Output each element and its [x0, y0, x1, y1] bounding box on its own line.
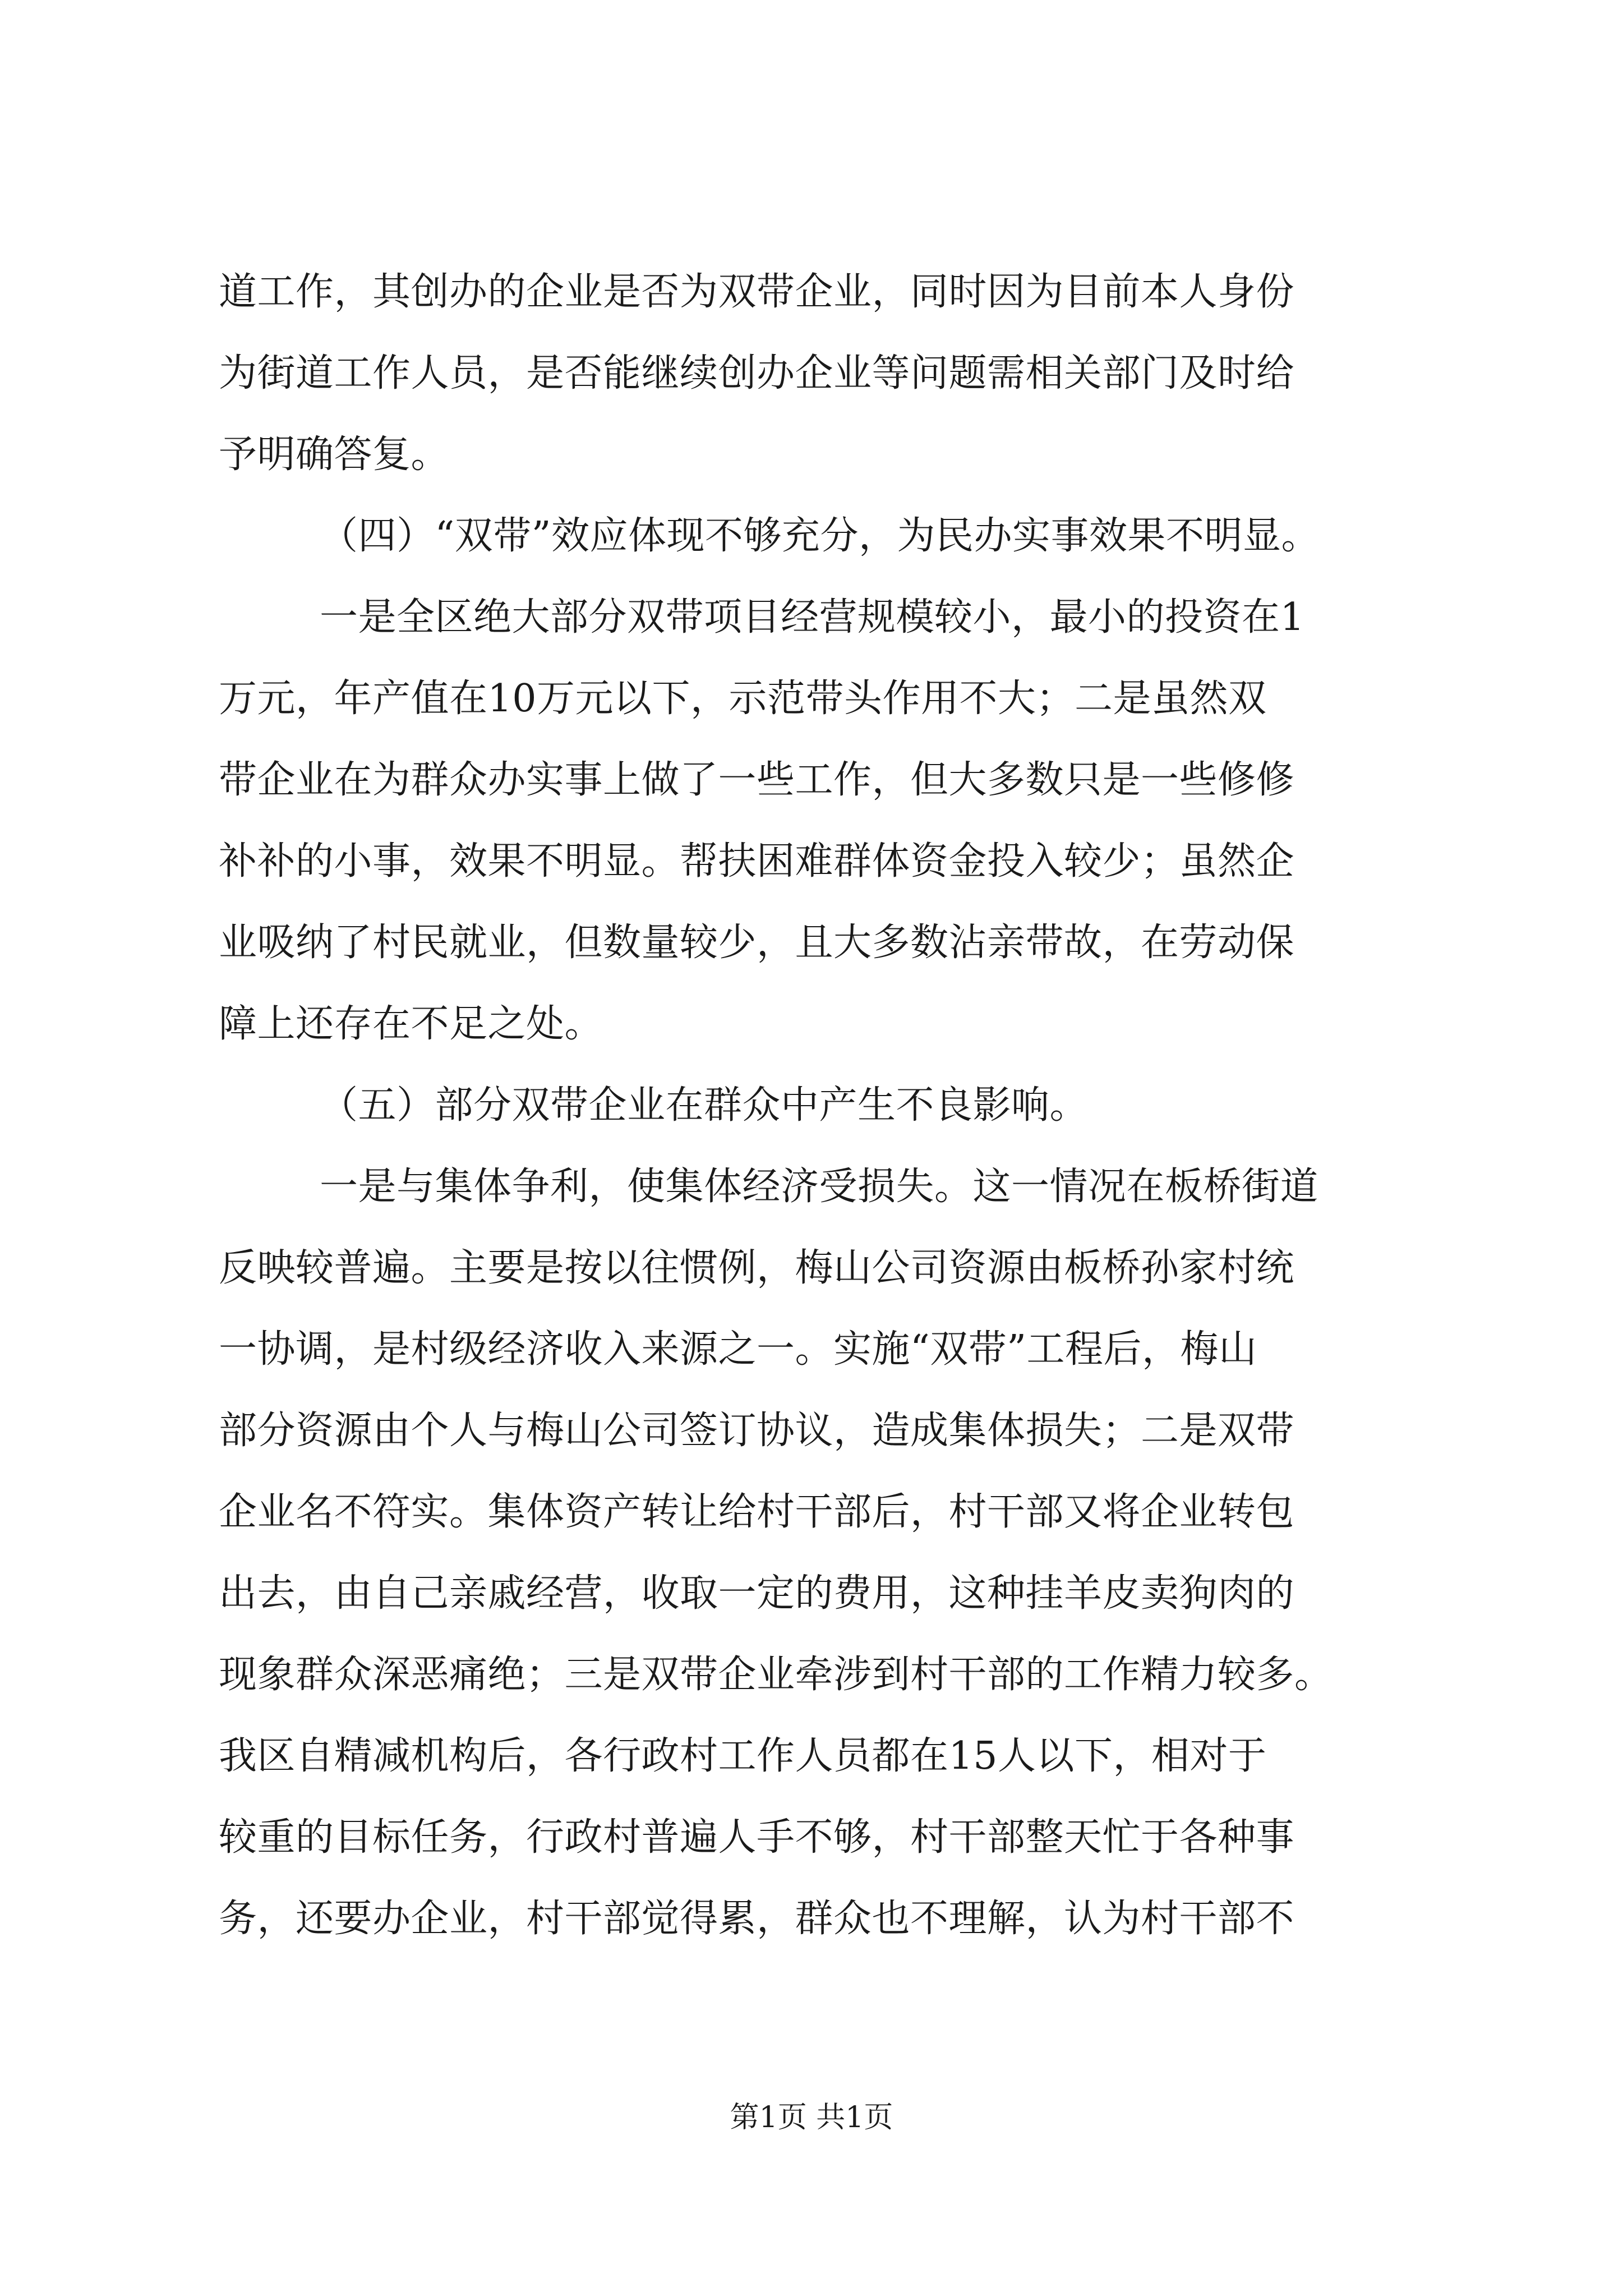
text-line: 障上还存在不足之处。: [219, 1002, 603, 1046]
text-line: 现象群众深恶痛绝；三是双带企业牵涉到村干部的工作精力较多。: [219, 1653, 1333, 1697]
text-line: 带企业在为群众办实事上做了一些工作，但大多数只是一些修修: [219, 758, 1295, 802]
page-footer: 第1页 共1页: [730, 2101, 893, 2134]
text-line: 业吸纳了村民就业，但数量较少，且大多数沾亲带故，在劳动保: [219, 921, 1295, 965]
text-line: 反映较普遍。主要是按以往惯例，梅山公司资源由板桥孙家村统: [219, 1246, 1295, 1290]
text-line: 我区自精减机构后，各行政村工作人员都在15人以下，相对于: [219, 1734, 1267, 1778]
document-body: [219, 251, 1441, 1959]
text-line: 补补的小事，效果不明显。帮扶困难群体资金投入较少；虽然企: [219, 839, 1295, 884]
text-line: 企业名不符实。集体资产转让给村干部后，村干部又将企业转包: [219, 1490, 1295, 1534]
section-heading-4: （四）“双带”效应体现不够充分，为民办实事效果不明显。: [320, 514, 1320, 558]
text-line: 一是全区绝大部分双带项目经营规模较小，最小的投资在1: [320, 595, 1305, 639]
text-line: 一协调，是村级经济收入来源之一。实施“双带”工程后，梅山: [219, 1327, 1257, 1372]
text-line: 务，还要办企业，村干部觉得累，群众也不理解，认为村干部不: [219, 1897, 1295, 1941]
text-line: 万元，年产值在10万元以下，示范带头作用不大；二是虽然双: [219, 677, 1267, 721]
text-line: 为街道工作人员，是否能继续创办企业等问题需相关部门及时给: [219, 351, 1295, 395]
section-heading-5: （五）部分双带企业在群众中产生不良影响。: [320, 1083, 1089, 1128]
text-line: 予明确答复。: [219, 432, 450, 477]
text-line: 一是与集体争利，使集体经济受损失。这一情况在板桥街道: [320, 1165, 1319, 1209]
text-line: 较重的目标任务，行政村普遍人手不够，村干部整天忙于各种事: [219, 1815, 1295, 1860]
text-line: 部分资源由个人与梅山公司签订协议，造成集体损失；二是双带: [219, 1409, 1295, 1453]
text-line: 道工作，其创办的企业是否为双带企业，同时因为目前本人身份: [219, 270, 1295, 314]
text-line: 出去，由自己亲戚经营，收取一定的费用，这种挂羊皮卖狗肉的: [219, 1571, 1295, 1616]
